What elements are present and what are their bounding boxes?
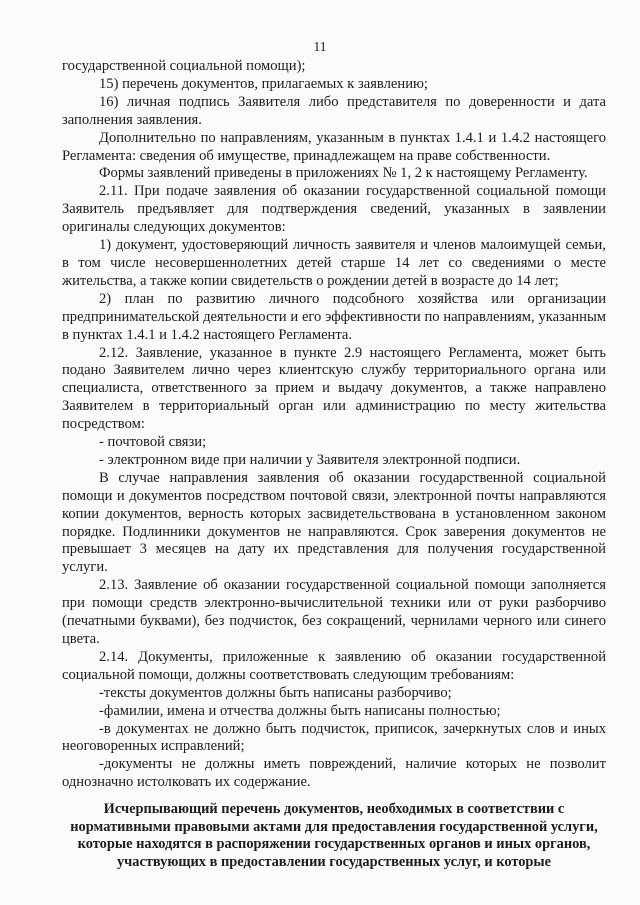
- paragraph: 2.13. Заявление об оказании государственной социальной помощи заполняется при помощи средств электронно-вычислительной техники или от руки разборчиво (печатными буквами), без подчисток, без сокращений, чернилами черного или синего цвета.: [62, 577, 606, 647]
- section-heading-text: Исчерпывающий перечень документов, необходимых в соответствии с нормативными правовыми актами для предоставления государственной услуги, которые находятся в распоряжении государственных органов и иных органов, участвующих в предоставлении государственных услуг, и которые: [70, 801, 598, 870]
- paragraph: Дополнительно по направлениям, указанным в пунктах 1.4.1 и 1.4.2 настоящего Регламента: сведения об имуществе, принадлежащем на праве собственности.: [62, 129, 606, 164]
- paragraph: -документы не должны иметь повреждений, наличие которых не позволит однозначно истолковать их содержание.: [62, 756, 606, 791]
- paragraph: государственной социальной помощи);: [62, 58, 306, 74]
- paragraph: 2.11. При подаче заявления об оказании государственной социальной помощи Заявитель предъявляет для подтверждения сведений, указанных в заявлении оригиналы следующих документов:: [62, 183, 606, 236]
- paragraph: 2.12. Заявление, указанное в пункте 2.9 настоящего Регламента, может быть подано Заявителем лично через клиентскую службу территориального органа или специалиста, ответственного за прием и выдачу документов, а также направлено Заявителем в территориальный орган или администрацию по месту жительства посредством:: [62, 344, 606, 433]
- paragraph: 1) документ, удостоверяющий личность заявителя и членов малоимущей семьи, в том числе несовершеннолетних детей старше 14 лет со сведениями о месте жительства, а также копии свидетельств о рождении детей в возрасте до 14 лет;: [62, 237, 606, 289]
- section-heading: [62, 801, 606, 871]
- paragraph: 2) план по развитию личного подсобного хозяйства или организации предпринимательской деятельности и его эффективности по направлениям, указанным в пунктах 1.4.1 и 1.4.2 настоящего Регламента.: [62, 290, 606, 343]
- paragraph: -фамилии, имена и отчества должны быть написаны полностью;: [99, 702, 501, 719]
- paragraph: В случае направления заявления об оказании государственной социальной помощи и документов посредством почтовой связи, электронной почты направляются копии документов, верность которых засвидетельствована в установленном законом порядке. Подлинники документов не направляются. Срок заверения документов не превышает 3 месяцев на дату их представления для получения государственной услуги.: [62, 469, 606, 576]
- paragraph: - электронном виде при наличии у Заявителя электронной подписи.: [99, 451, 521, 468]
- paragraph: 15) перечень документов, прилагаемых к заявлению;: [99, 75, 428, 92]
- paragraph: 2.14. Документы, приложенные к заявлению об оказании государственной социальной помощи, должны соответствовать следующим требованиям:: [62, 648, 606, 683]
- paragraph: Формы заявлений приведены в приложениях № 1, 2 к настоящему Регламенту.: [99, 165, 588, 182]
- paragraph: -тексты документов должны быть написаны разборчиво;: [99, 684, 452, 701]
- paragraph: 16) личная подпись Заявителя либо представителя по доверенности и дата заполнения заявления.: [62, 93, 606, 128]
- paragraph: - почтовой связи;: [99, 434, 207, 451]
- page-number: 11: [313, 39, 327, 54]
- paragraph: -в документах не должно быть подчисток, приписок, зачеркнутых слов и иных неоговоренных исправлений;: [62, 720, 606, 755]
- body-text: [62, 58, 606, 792]
